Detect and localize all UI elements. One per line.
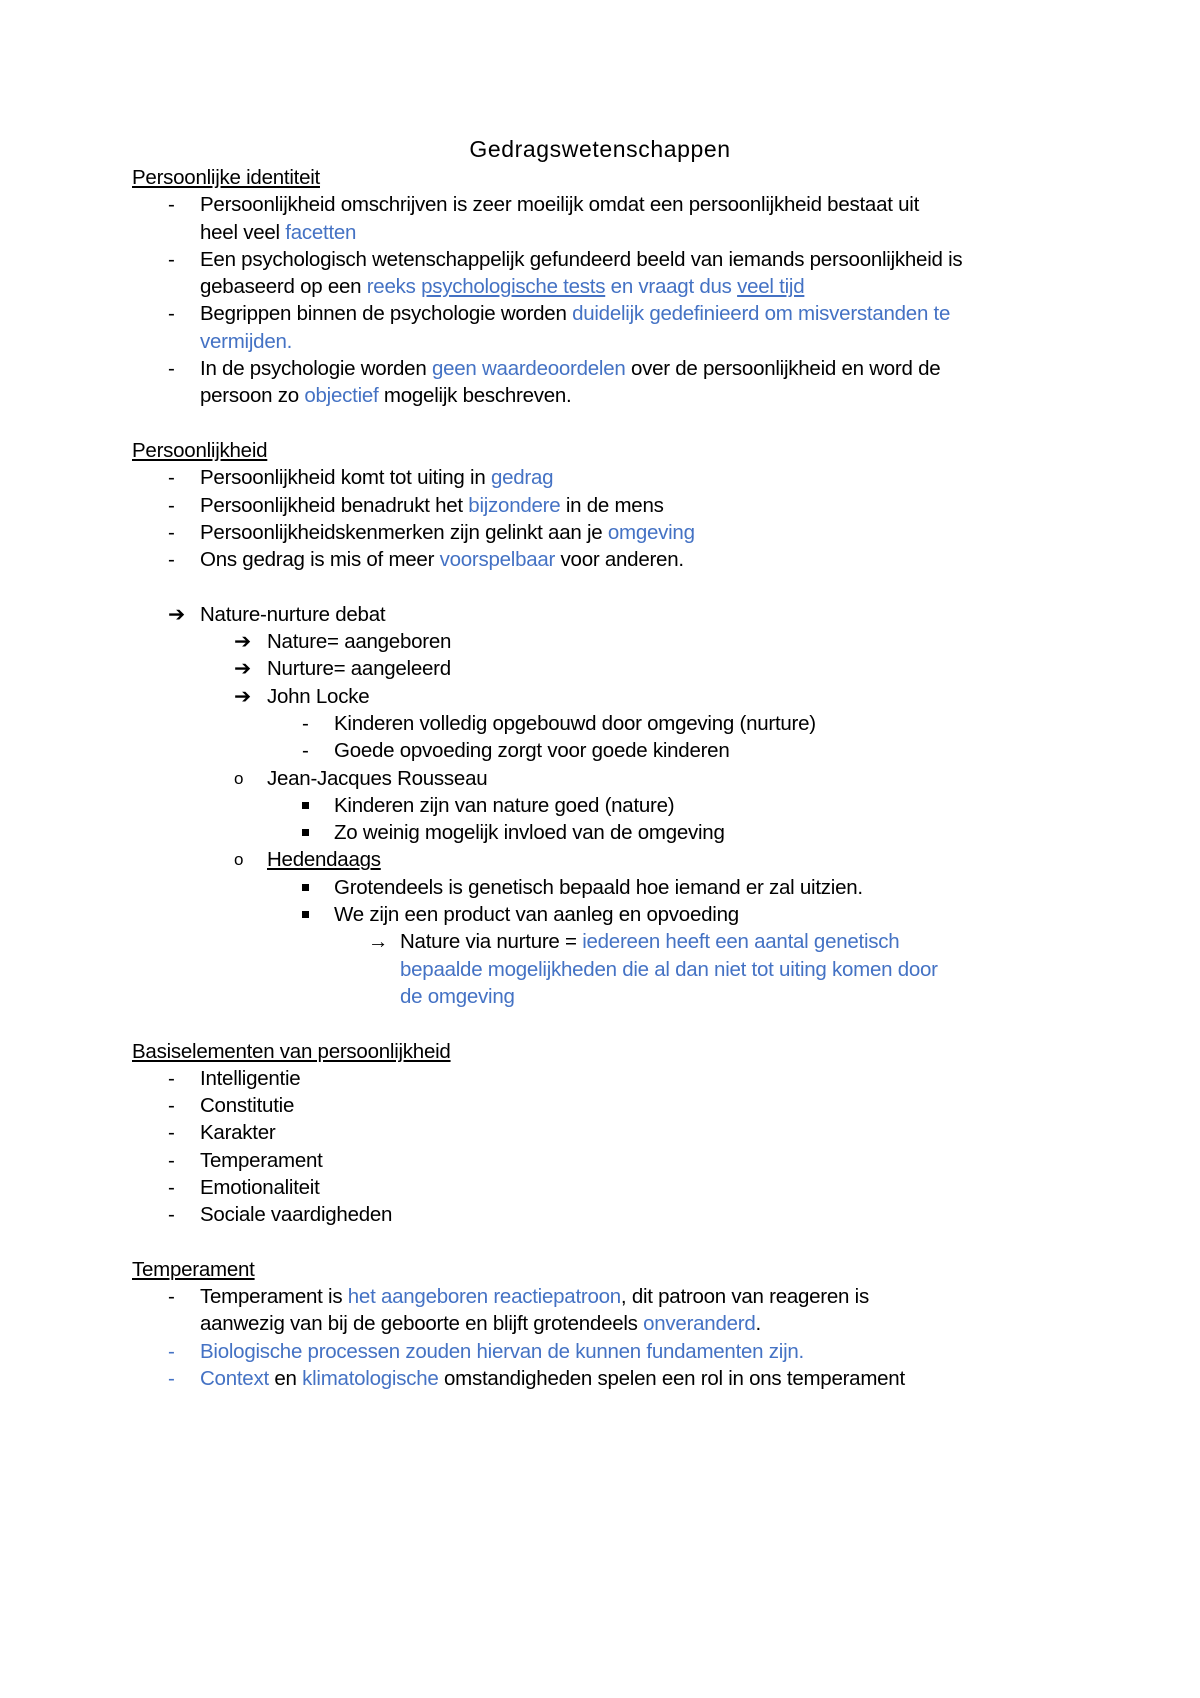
text: Persoonlijkheid komt tot uiting in — [200, 466, 491, 490]
list-item — [132, 519, 1092, 546]
list-item — [132, 765, 1092, 792]
arrow-bullet-icon: ➔ — [234, 684, 251, 708]
highlight-text: en vraagt dus — [605, 275, 738, 299]
square-bullet-icon — [302, 884, 309, 891]
list-item — [132, 1338, 1092, 1365]
highlight-text: Biologische processen zouden hiervan de kunnen fundamenten zijn. — [200, 1339, 804, 1363]
text: We zijn een product van aanleg en opvoeding — [334, 903, 739, 927]
list-item — [132, 874, 1092, 901]
text: Nature-nurture debat — [200, 602, 386, 626]
highlight-text: facetten — [285, 220, 357, 244]
circle-bullet-icon: o — [234, 850, 244, 870]
highlight-text: objectief — [304, 384, 379, 408]
heading-temperament: Temperament — [132, 1257, 255, 1281]
list-item — [132, 300, 1092, 355]
text: In de psychologie worden — [200, 357, 432, 381]
list-item — [132, 1147, 1092, 1174]
list-item — [132, 492, 1092, 519]
dash-bullet: - — [168, 1148, 175, 1172]
dash-bullet: - — [168, 466, 175, 490]
square-bullet-icon — [302, 911, 309, 918]
text: Zo weinig mogelijk invloed van de omgeving — [334, 821, 725, 845]
list-item — [132, 846, 1092, 873]
list-item — [132, 546, 1092, 573]
text: over de persoonlijkheid en word de — [625, 357, 941, 381]
dash-bullet: - — [168, 193, 175, 217]
dash-bullet: - — [302, 711, 309, 735]
dash-bullet: - — [302, 739, 309, 763]
highlight-text: klimatologische — [302, 1367, 439, 1391]
highlight-text: gedrag — [490, 466, 554, 490]
heading-basiselementen: Basiselementen van persoonlijkheid — [132, 1039, 451, 1063]
text: Goede opvoeding zorgt voor goede kinderen — [334, 739, 730, 763]
list-item — [132, 1065, 1092, 1092]
text: Nature via nurture = — [400, 930, 583, 954]
dash-bullet: - — [168, 302, 175, 326]
text: . — [755, 1312, 761, 1336]
highlight-text: voorspelbaar — [439, 548, 556, 572]
highlight-text: duidelijk gedefinieerd om misverstanden te — [572, 302, 951, 326]
list-item — [132, 737, 1092, 764]
highlight-text: veel tijd — [737, 275, 805, 299]
text: mogelijk beschreven. — [378, 384, 572, 408]
arrow-bullet-icon: ➔ — [234, 657, 251, 681]
list-item — [132, 710, 1092, 737]
text: Kinderen volledig opgebouwd door omgeving (nurture) — [334, 711, 816, 735]
text: Persoonlijkheid omschrijven is zeer moeilijk omdat een persoonlijkheid bestaat uit — [200, 193, 920, 217]
list-item — [132, 901, 1092, 928]
list-item — [132, 928, 1092, 1010]
list-item — [132, 464, 1092, 491]
highlight-text: geen waardeoordelen — [431, 357, 626, 381]
text: Ons gedrag is mis of meer — [200, 548, 440, 572]
list-item — [132, 1201, 1092, 1228]
highlight-text: bepaalde mogelijkheden die al dan niet tot uiting komen door — [400, 957, 938, 981]
text: Een psychologisch wetenschappelijk gefundeerd beeld van iemands persoonlijkheid is — [200, 247, 963, 271]
dash-bullet: - — [168, 247, 175, 271]
dash-bullet: - — [168, 1339, 175, 1363]
highlight-text: Context — [200, 1367, 269, 1391]
highlight-text: vermijden. — [200, 329, 293, 353]
dash-bullet: - — [168, 1175, 175, 1199]
text: aanwezig van bij de geboorte en blijft grotendeels — [200, 1312, 644, 1336]
text: Temperament — [200, 1148, 323, 1172]
text: John Locke — [267, 684, 370, 708]
dash-bullet: - — [168, 1121, 175, 1145]
dash-bullet: - — [168, 1203, 175, 1227]
text: , dit patroon van reageren is — [620, 1285, 869, 1309]
list-item — [132, 1092, 1092, 1119]
dash-bullet: - — [168, 548, 175, 572]
list-item — [132, 1174, 1092, 1201]
text: Kinderen zijn van nature goed (nature) — [334, 793, 675, 817]
text: Constitutie — [200, 1094, 295, 1118]
text: Begrippen binnen de psychologie worden — [200, 302, 573, 326]
dash-bullet: - — [168, 1367, 175, 1391]
square-bullet-icon — [302, 829, 309, 836]
list-item — [132, 1283, 1092, 1338]
heading-persoonlijke-identiteit: Persoonlijke identiteit — [132, 166, 320, 189]
text: Persoonlijkheidskenmerken zijn gelinkt aan je — [200, 520, 608, 544]
dash-bullet: - — [168, 1094, 175, 1118]
text: Sociale vaardigheden — [200, 1203, 393, 1227]
arrow-bullet-icon: ➔ — [234, 630, 251, 654]
list-item — [132, 246, 1092, 301]
text: Karakter — [200, 1121, 276, 1145]
text: en — [268, 1367, 303, 1391]
highlight-text: het aangeboren reactiepatroon — [347, 1285, 621, 1309]
text: gebaseerd op een — [200, 275, 367, 299]
list-item — [132, 655, 1092, 682]
list-item — [132, 819, 1092, 846]
document-title: Gedragswetenschappen — [469, 136, 731, 162]
square-bullet-icon — [302, 802, 309, 809]
dash-bullet: - — [168, 493, 175, 517]
highlight-text: de omgeving — [400, 984, 515, 1008]
heading-persoonlijkheid: Persoonlijkheid — [132, 438, 268, 462]
document-body — [132, 164, 1092, 1392]
arrow-right-icon: → — [368, 930, 389, 954]
text: Persoonlijkheid benadrukt het — [200, 493, 469, 517]
text: heel veel — [200, 220, 286, 244]
list-item — [132, 792, 1092, 819]
dash-bullet: - — [168, 357, 175, 381]
text: Jean-Jacques Rousseau — [267, 766, 488, 790]
dash-bullet: - — [168, 1066, 175, 1090]
text: voor anderen. — [555, 548, 684, 572]
highlight-text: reeks — [366, 275, 422, 299]
text: Hedendaags — [267, 848, 381, 872]
text: Temperament is — [200, 1285, 348, 1309]
list-item — [132, 1119, 1092, 1146]
circle-bullet-icon: o — [234, 768, 244, 788]
highlight-text: bijzondere — [468, 493, 561, 517]
list-item — [132, 355, 1092, 410]
text: in de mens — [560, 493, 664, 517]
text: Nurture= aangeleerd — [267, 657, 451, 681]
list-item — [132, 601, 1092, 628]
highlight-text: iedereen heeft een aantal genetisch — [582, 930, 900, 954]
highlight-text: omgeving — [607, 520, 695, 544]
highlight-text: onveranderd — [643, 1312, 756, 1336]
dash-bullet: - — [168, 1285, 175, 1309]
list-item — [132, 683, 1092, 710]
arrow-bullet-icon: ➔ — [168, 602, 185, 626]
text: Emotionaliteit — [200, 1175, 320, 1199]
text: persoon zo — [200, 384, 305, 408]
list-item — [132, 628, 1092, 655]
dash-bullet: - — [168, 520, 175, 544]
highlight-text: psychologische tests — [421, 275, 606, 299]
text: Grotendeels is genetisch bepaald hoe iemand er zal uitzien. — [334, 875, 863, 899]
list-item — [132, 1365, 1092, 1392]
text: omstandigheden spelen een rol in ons temperament — [438, 1367, 905, 1391]
list-item — [132, 191, 1092, 246]
text: Intelligentie — [200, 1066, 301, 1090]
text: Nature= aangeboren — [267, 630, 452, 654]
